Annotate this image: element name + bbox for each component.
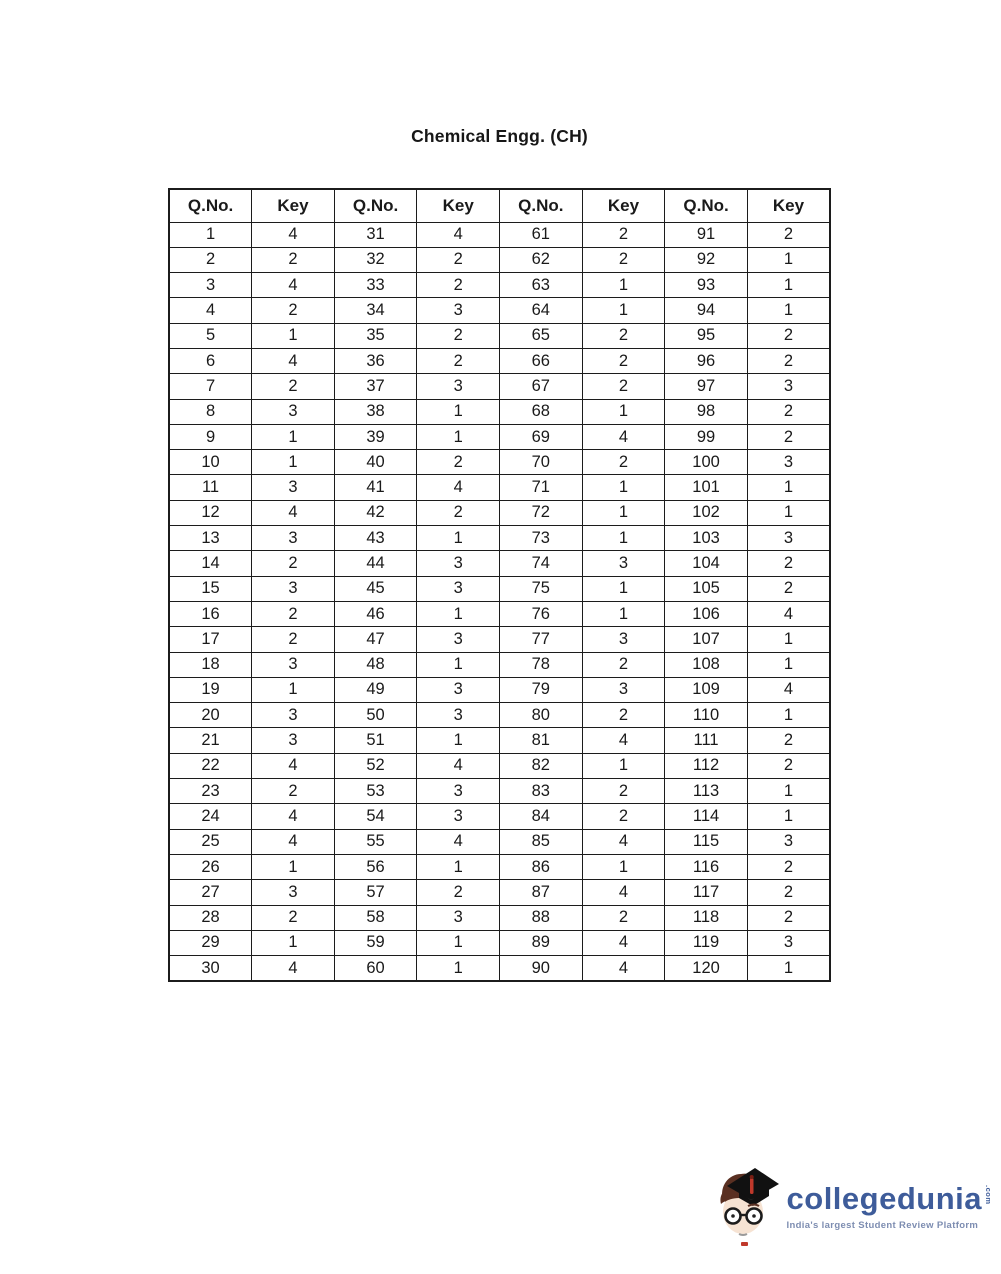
key-cell: 2 (747, 551, 830, 576)
qno-cell: 25 (169, 829, 252, 854)
qno-cell: 43 (334, 526, 417, 551)
key-cell: 4 (747, 601, 830, 626)
qno-cell: 42 (334, 500, 417, 525)
key-cell: 1 (582, 273, 665, 298)
qno-cell: 91 (665, 222, 748, 247)
collegedunia-logo (717, 1166, 993, 1248)
key-cell: 3 (417, 551, 500, 576)
qno-cell: 45 (334, 576, 417, 601)
key-cell: 3 (747, 374, 830, 399)
answer-table-body (169, 222, 830, 981)
table-row (169, 627, 830, 652)
column-header: Key (747, 189, 830, 222)
key-cell: 3 (252, 399, 335, 424)
key-cell: 2 (417, 500, 500, 525)
table-row (169, 450, 830, 475)
qno-cell: 88 (500, 905, 583, 930)
key-cell: 2 (582, 348, 665, 373)
key-cell: 1 (252, 677, 335, 702)
key-cell: 1 (417, 652, 500, 677)
key-cell: 4 (582, 829, 665, 854)
table-row (169, 273, 830, 298)
key-cell: 4 (582, 880, 665, 905)
qno-cell: 21 (169, 728, 252, 753)
key-cell: 1 (417, 399, 500, 424)
column-header: Q.No. (334, 189, 417, 222)
key-cell: 1 (417, 728, 500, 753)
qno-cell: 62 (500, 247, 583, 272)
qno-cell: 17 (169, 627, 252, 652)
qno-cell: 20 (169, 703, 252, 728)
qno-cell: 89 (500, 930, 583, 955)
key-cell: 1 (417, 526, 500, 551)
key-cell: 3 (252, 703, 335, 728)
key-cell: 4 (417, 475, 500, 500)
table-row (169, 475, 830, 500)
key-cell: 3 (252, 526, 335, 551)
key-cell: 2 (417, 880, 500, 905)
qno-cell: 112 (665, 753, 748, 778)
qno-cell: 49 (334, 677, 417, 702)
column-header: Q.No. (500, 189, 583, 222)
qno-cell: 46 (334, 601, 417, 626)
page-title: Chemical Engg. (CH) (411, 126, 588, 146)
key-cell: 2 (747, 728, 830, 753)
key-cell: 2 (582, 905, 665, 930)
qno-cell: 120 (665, 956, 748, 981)
key-cell: 2 (417, 273, 500, 298)
key-cell: 3 (747, 829, 830, 854)
qno-cell: 111 (665, 728, 748, 753)
qno-cell: 80 (500, 703, 583, 728)
key-cell: 4 (252, 753, 335, 778)
qno-cell: 52 (334, 753, 417, 778)
qno-cell: 106 (665, 601, 748, 626)
qno-cell: 118 (665, 905, 748, 930)
key-cell: 2 (582, 374, 665, 399)
key-cell: 3 (417, 298, 500, 323)
table-row (169, 728, 830, 753)
qno-cell: 27 (169, 880, 252, 905)
table-row (169, 601, 830, 626)
qno-cell: 93 (665, 273, 748, 298)
key-cell: 2 (582, 450, 665, 475)
key-cell: 4 (252, 829, 335, 854)
qno-cell: 34 (334, 298, 417, 323)
qno-cell: 65 (500, 323, 583, 348)
key-cell: 1 (747, 627, 830, 652)
key-cell: 2 (417, 323, 500, 348)
qno-cell: 44 (334, 551, 417, 576)
key-cell: 1 (417, 601, 500, 626)
table-row (169, 348, 830, 373)
mascot-tassel (750, 1178, 754, 1194)
qno-cell: 5 (169, 323, 252, 348)
qno-cell: 2 (169, 247, 252, 272)
qno-cell: 8 (169, 399, 252, 424)
key-cell: 3 (417, 703, 500, 728)
key-cell: 1 (417, 930, 500, 955)
key-cell: 1 (252, 450, 335, 475)
qno-cell: 71 (500, 475, 583, 500)
qno-cell: 22 (169, 753, 252, 778)
qno-cell: 104 (665, 551, 748, 576)
key-cell: 2 (417, 450, 500, 475)
key-cell: 2 (582, 652, 665, 677)
key-cell: 3 (252, 475, 335, 500)
table-row (169, 829, 830, 854)
qno-cell: 100 (665, 450, 748, 475)
qno-cell: 36 (334, 348, 417, 373)
brand-name: collegedunia (786, 1181, 982, 1216)
key-cell: 4 (582, 424, 665, 449)
key-cell: 1 (582, 854, 665, 879)
qno-cell: 3 (169, 273, 252, 298)
key-cell: 1 (252, 930, 335, 955)
key-cell: 2 (747, 399, 830, 424)
table-row (169, 753, 830, 778)
key-cell: 2 (582, 323, 665, 348)
qno-cell: 10 (169, 450, 252, 475)
column-header: Q.No. (665, 189, 748, 222)
qno-cell: 28 (169, 905, 252, 930)
answer-key-table (168, 188, 831, 982)
qno-cell: 59 (334, 930, 417, 955)
table-row (169, 930, 830, 955)
qno-cell: 48 (334, 652, 417, 677)
table-row (169, 374, 830, 399)
qno-cell: 41 (334, 475, 417, 500)
key-cell: 1 (582, 601, 665, 626)
key-cell: 3 (747, 930, 830, 955)
key-cell: 4 (252, 956, 335, 981)
key-cell: 2 (582, 703, 665, 728)
qno-cell: 1 (169, 222, 252, 247)
brand-tagline: India's largest Student Review Platform (786, 1220, 979, 1231)
table-row (169, 576, 830, 601)
table-row (169, 956, 830, 981)
qno-cell: 67 (500, 374, 583, 399)
qno-cell: 40 (334, 450, 417, 475)
qno-cell: 24 (169, 804, 252, 829)
qno-cell: 60 (334, 956, 417, 981)
key-cell: 2 (252, 905, 335, 930)
graduate-mascot-icon (717, 1166, 781, 1248)
key-cell: 1 (582, 500, 665, 525)
key-cell: 3 (747, 450, 830, 475)
key-cell: 2 (582, 247, 665, 272)
key-cell: 4 (252, 273, 335, 298)
key-cell: 3 (747, 526, 830, 551)
table-row (169, 854, 830, 879)
key-cell: 1 (582, 298, 665, 323)
key-cell: 2 (417, 348, 500, 373)
qno-cell: 47 (334, 627, 417, 652)
key-cell: 2 (747, 348, 830, 373)
key-cell: 3 (417, 779, 500, 804)
qno-cell: 61 (500, 222, 583, 247)
key-cell: 2 (747, 880, 830, 905)
key-cell: 3 (417, 804, 500, 829)
qno-cell: 69 (500, 424, 583, 449)
key-cell: 2 (747, 222, 830, 247)
key-cell: 2 (252, 298, 335, 323)
table-row (169, 323, 830, 348)
key-cell: 4 (252, 500, 335, 525)
qno-cell: 110 (665, 703, 748, 728)
qno-cell: 109 (665, 677, 748, 702)
qno-cell: 30 (169, 956, 252, 981)
key-cell: 2 (252, 247, 335, 272)
key-cell: 1 (747, 956, 830, 981)
qno-cell: 105 (665, 576, 748, 601)
key-cell: 4 (582, 930, 665, 955)
qno-cell: 79 (500, 677, 583, 702)
qno-cell: 82 (500, 753, 583, 778)
qno-cell: 51 (334, 728, 417, 753)
qno-cell: 102 (665, 500, 748, 525)
qno-cell: 96 (665, 348, 748, 373)
qno-cell: 13 (169, 526, 252, 551)
qno-cell: 81 (500, 728, 583, 753)
key-cell: 1 (252, 424, 335, 449)
qno-cell: 18 (169, 652, 252, 677)
qno-cell: 19 (169, 677, 252, 702)
key-cell: 1 (252, 323, 335, 348)
brand-domain-suffix: .com (984, 1185, 993, 1205)
key-cell: 2 (252, 779, 335, 804)
key-cell: 1 (582, 576, 665, 601)
qno-cell: 14 (169, 551, 252, 576)
table-row (169, 880, 830, 905)
key-cell: 3 (252, 576, 335, 601)
key-cell: 1 (417, 424, 500, 449)
qno-cell: 94 (665, 298, 748, 323)
key-cell: 2 (747, 854, 830, 879)
key-cell: 1 (582, 399, 665, 424)
qno-cell: 23 (169, 779, 252, 804)
qno-cell: 113 (665, 779, 748, 804)
qno-cell: 4 (169, 298, 252, 323)
qno-cell: 9 (169, 424, 252, 449)
qno-cell: 11 (169, 475, 252, 500)
table-row (169, 551, 830, 576)
qno-cell: 6 (169, 348, 252, 373)
column-header: Q.No. (169, 189, 252, 222)
qno-cell: 33 (334, 273, 417, 298)
qno-cell: 92 (665, 247, 748, 272)
qno-cell: 12 (169, 500, 252, 525)
key-cell: 3 (252, 652, 335, 677)
qno-cell: 63 (500, 273, 583, 298)
qno-cell: 101 (665, 475, 748, 500)
key-cell: 4 (582, 956, 665, 981)
key-cell: 4 (582, 728, 665, 753)
key-cell: 1 (582, 753, 665, 778)
key-cell: 3 (252, 728, 335, 753)
qno-cell: 84 (500, 804, 583, 829)
qno-cell: 32 (334, 247, 417, 272)
key-cell: 4 (747, 677, 830, 702)
column-header: Key (417, 189, 500, 222)
key-cell: 2 (747, 753, 830, 778)
key-cell: 4 (252, 348, 335, 373)
column-header: Key (252, 189, 335, 222)
qno-cell: 108 (665, 652, 748, 677)
key-cell: 3 (417, 627, 500, 652)
qno-cell: 58 (334, 905, 417, 930)
qno-cell: 119 (665, 930, 748, 955)
table-row (169, 222, 830, 247)
qno-cell: 87 (500, 880, 583, 905)
key-cell: 4 (252, 804, 335, 829)
key-cell: 2 (747, 905, 830, 930)
key-cell: 2 (417, 247, 500, 272)
column-header: Key (582, 189, 665, 222)
qno-cell: 116 (665, 854, 748, 879)
table-row (169, 298, 830, 323)
key-cell: 1 (582, 526, 665, 551)
key-cell: 3 (417, 905, 500, 930)
qno-cell: 31 (334, 222, 417, 247)
key-cell: 2 (252, 551, 335, 576)
key-cell: 2 (252, 627, 335, 652)
key-cell: 1 (747, 652, 830, 677)
key-cell: 2 (582, 804, 665, 829)
key-cell: 2 (582, 779, 665, 804)
qno-cell: 117 (665, 880, 748, 905)
table-row (169, 652, 830, 677)
qno-cell: 76 (500, 601, 583, 626)
table-row (169, 703, 830, 728)
qno-cell: 90 (500, 956, 583, 981)
key-cell: 1 (417, 956, 500, 981)
table-row (169, 424, 830, 449)
table-header-row (169, 189, 830, 222)
qno-cell: 64 (500, 298, 583, 323)
key-cell: 2 (582, 222, 665, 247)
table-row (169, 905, 830, 930)
table-row (169, 779, 830, 804)
key-cell: 3 (582, 551, 665, 576)
key-cell: 1 (747, 804, 830, 829)
qno-cell: 85 (500, 829, 583, 854)
table-row (169, 804, 830, 829)
qno-cell: 86 (500, 854, 583, 879)
qno-cell: 66 (500, 348, 583, 373)
qno-cell: 73 (500, 526, 583, 551)
qno-cell: 38 (334, 399, 417, 424)
key-cell: 1 (747, 247, 830, 272)
key-cell: 1 (747, 475, 830, 500)
key-cell: 3 (417, 374, 500, 399)
key-cell: 1 (747, 779, 830, 804)
qno-cell: 107 (665, 627, 748, 652)
key-cell: 2 (252, 601, 335, 626)
key-cell: 1 (747, 500, 830, 525)
qno-cell: 95 (665, 323, 748, 348)
qno-cell: 35 (334, 323, 417, 348)
qno-cell: 55 (334, 829, 417, 854)
qno-cell: 26 (169, 854, 252, 879)
table-row (169, 677, 830, 702)
qno-cell: 75 (500, 576, 583, 601)
qno-cell: 54 (334, 804, 417, 829)
key-cell: 1 (747, 273, 830, 298)
qno-cell: 7 (169, 374, 252, 399)
key-cell: 1 (417, 854, 500, 879)
qno-cell: 115 (665, 829, 748, 854)
key-cell: 2 (252, 374, 335, 399)
key-cell: 2 (747, 576, 830, 601)
qno-cell: 53 (334, 779, 417, 804)
qno-cell: 16 (169, 601, 252, 626)
table-row (169, 399, 830, 424)
key-cell: 3 (417, 677, 500, 702)
key-cell: 4 (252, 222, 335, 247)
qno-cell: 57 (334, 880, 417, 905)
qno-cell: 74 (500, 551, 583, 576)
table-row (169, 500, 830, 525)
qno-cell: 78 (500, 652, 583, 677)
qno-cell: 15 (169, 576, 252, 601)
qno-cell: 70 (500, 450, 583, 475)
key-cell: 4 (417, 753, 500, 778)
qno-cell: 83 (500, 779, 583, 804)
table-row (169, 247, 830, 272)
key-cell: 4 (417, 829, 500, 854)
key-cell: 1 (582, 475, 665, 500)
key-cell: 2 (747, 323, 830, 348)
key-cell: 3 (417, 576, 500, 601)
qno-cell: 99 (665, 424, 748, 449)
qno-cell: 68 (500, 399, 583, 424)
qno-cell: 50 (334, 703, 417, 728)
qno-cell: 29 (169, 930, 252, 955)
key-cell: 1 (252, 854, 335, 879)
qno-cell: 72 (500, 500, 583, 525)
qno-cell: 98 (665, 399, 748, 424)
qno-cell: 103 (665, 526, 748, 551)
key-cell: 2 (747, 424, 830, 449)
qno-cell: 37 (334, 374, 417, 399)
qno-cell: 39 (334, 424, 417, 449)
key-cell: 3 (252, 880, 335, 905)
key-cell: 4 (417, 222, 500, 247)
qno-cell: 56 (334, 854, 417, 879)
key-cell: 3 (582, 627, 665, 652)
qno-cell: 77 (500, 627, 583, 652)
key-cell: 1 (747, 298, 830, 323)
qno-cell: 114 (665, 804, 748, 829)
key-cell: 1 (747, 703, 830, 728)
table-row (169, 526, 830, 551)
key-cell: 3 (582, 677, 665, 702)
qno-cell: 97 (665, 374, 748, 399)
